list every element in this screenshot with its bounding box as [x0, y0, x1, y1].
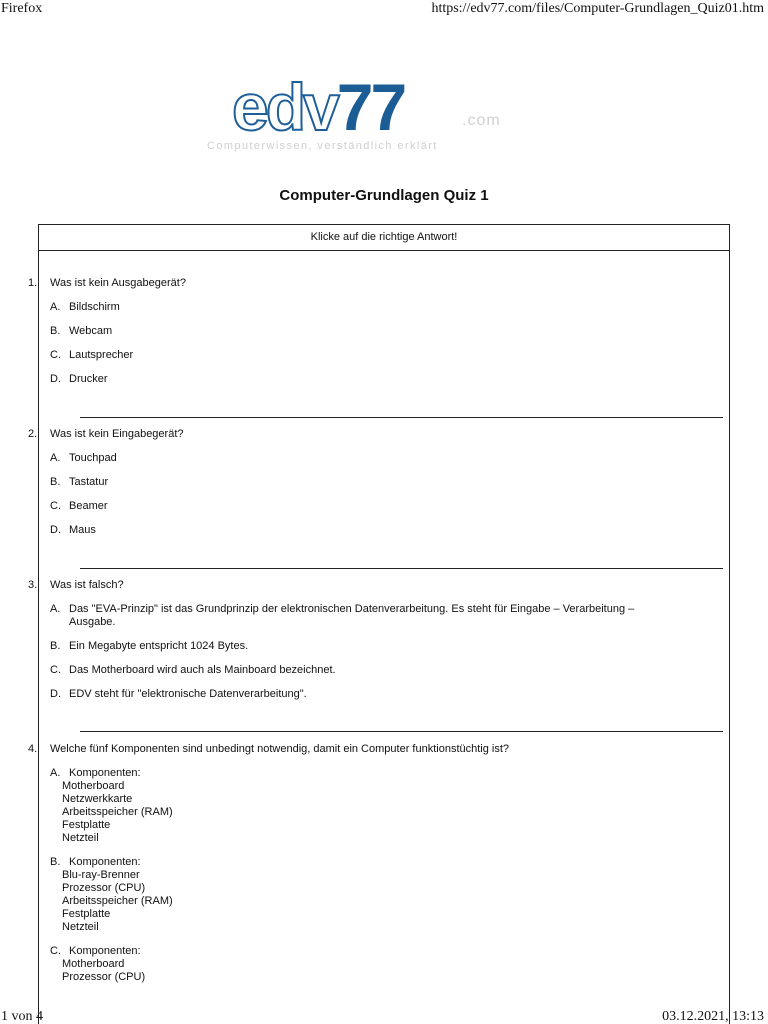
component-item: Blu-ray-Brenner [62, 869, 140, 881]
answer-option-4c[interactable] [50, 945, 668, 984]
option-text: Beamer [69, 500, 108, 512]
component-item: Festplatte [62, 819, 111, 831]
option-text: Bildschirm [69, 301, 120, 313]
option-letter: B. [50, 856, 61, 868]
option-letter: A. [50, 767, 61, 779]
question-1 [28, 277, 668, 386]
question-header [28, 743, 668, 756]
option-text: Tastatur [69, 476, 109, 488]
option-letter: D. [50, 373, 61, 385]
question-text: Was ist kein Eingabegerät? [50, 428, 184, 440]
question-header [28, 428, 668, 441]
answer-option-4a[interactable] [50, 767, 668, 845]
question-divider [80, 417, 723, 418]
option-letter: D. [50, 688, 61, 700]
logo-wordmark [232, 70, 405, 144]
option-text: Komponenten: [69, 767, 141, 779]
question-2 [28, 428, 668, 537]
option-letter: C. [50, 500, 61, 512]
question-header [28, 579, 668, 592]
quiz-instruction: Klicke auf die richtige Antwort! [39, 225, 729, 251]
component-item: Motherboard [62, 780, 125, 792]
option-letter: C. [50, 945, 61, 957]
answer-option-4b[interactable] [50, 856, 668, 934]
option-letter: B. [50, 476, 61, 488]
answer-option-3a[interactable] [50, 603, 668, 629]
logo-tagline: Computerwissen, verständlich erklärt [207, 140, 438, 152]
option-letter: A. [50, 603, 61, 615]
print-header [0, 0, 768, 18]
option-text: EDV steht für "elektronische Datenverarbeitung". [69, 688, 307, 700]
answer-option-1d[interactable] [50, 373, 668, 386]
option-text: Das "EVA-Prinzip" ist das Grundprinzip der elektronischen Datenverarbeitung. Es steht für Eingabe – Verarbeitung – [69, 603, 635, 615]
question-3 [28, 579, 668, 701]
option-text: Ein Megabyte entspricht 1024 Bytes. [69, 640, 249, 652]
option-letter: C. [50, 349, 61, 361]
option-text: Touchpad [69, 452, 117, 464]
answer-option-3d[interactable] [50, 688, 668, 701]
answer-option-2a[interactable] [50, 452, 668, 465]
question-divider [80, 731, 723, 732]
answer-option-1c[interactable] [50, 349, 668, 362]
option-text: Ausgabe. [69, 616, 116, 628]
question-number: 4. [28, 743, 38, 755]
option-text: Drucker [69, 373, 108, 385]
question-text: Was ist kein Ausgabegerät? [50, 277, 186, 289]
answer-option-1b[interactable] [50, 325, 668, 338]
question-number: 3. [28, 579, 38, 591]
question-text: Was ist falsch? [50, 579, 124, 591]
logo-text-suffix: .com [462, 112, 501, 129]
component-item: Netzteil [62, 921, 99, 933]
answer-option-2c[interactable] [50, 500, 668, 513]
component-item: Arbeitsspeicher (RAM) [62, 806, 173, 818]
component-item: Prozessor (CPU) [62, 882, 146, 894]
option-text: Das Motherboard wird auch als Mainboard bezeichnet. [69, 664, 336, 676]
answer-option-3b[interactable] [50, 640, 668, 653]
question-number: 1. [28, 277, 38, 289]
page-url[interactable]: https://edv77.com/files/Computer-Grundlagen_Quiz01.htm [431, 1, 764, 16]
answer-option-2b[interactable] [50, 476, 668, 489]
answer-option-1a[interactable] [50, 301, 668, 314]
component-item: Prozessor (CPU) [62, 971, 146, 983]
answer-option-3c[interactable] [50, 664, 668, 677]
question-text: Welche fünf Komponenten sind unbedingt notwendig, damit ein Computer funktionstüchtig ist? [50, 743, 510, 755]
question-4 [28, 743, 668, 984]
option-letter: A. [50, 452, 61, 464]
option-letter: B. [50, 640, 61, 652]
page-counter: 1 von 4 [1, 1009, 43, 1024]
component-item: Netzteil [62, 832, 99, 844]
question-divider [80, 568, 723, 569]
component-item: Motherboard [62, 958, 125, 970]
print-footer [0, 1008, 768, 1024]
logo-text-edv: edv [232, 70, 337, 144]
edv77-logo [207, 70, 562, 164]
option-letter: A. [50, 301, 61, 313]
quiz-title: Computer-Grundlagen Quiz 1 [279, 187, 489, 204]
answer-options [50, 452, 668, 537]
component-item: Netzwerkkarte [62, 793, 133, 805]
option-text: Komponenten: [69, 945, 141, 957]
print-datetime: 03.12.2021, 13:13 [662, 1009, 764, 1024]
option-letter: C. [50, 664, 61, 676]
logo-text-77: 77 [336, 70, 405, 144]
option-text: Webcam [69, 325, 113, 337]
option-letter: B. [50, 325, 61, 337]
option-text: Komponenten: [69, 856, 141, 868]
option-text: Lautsprecher [69, 349, 134, 361]
answer-option-2d[interactable] [50, 524, 668, 537]
answer-options [50, 603, 668, 701]
question-number: 2. [28, 428, 38, 440]
browser-name: Firefox [1, 1, 43, 16]
option-letter: D. [50, 524, 61, 536]
option-text: Maus [69, 524, 96, 536]
component-item: Festplatte [62, 908, 111, 920]
answer-options [50, 767, 668, 984]
component-item: Arbeitsspeicher (RAM) [62, 895, 173, 907]
question-header [28, 277, 668, 290]
answer-options [50, 301, 668, 386]
